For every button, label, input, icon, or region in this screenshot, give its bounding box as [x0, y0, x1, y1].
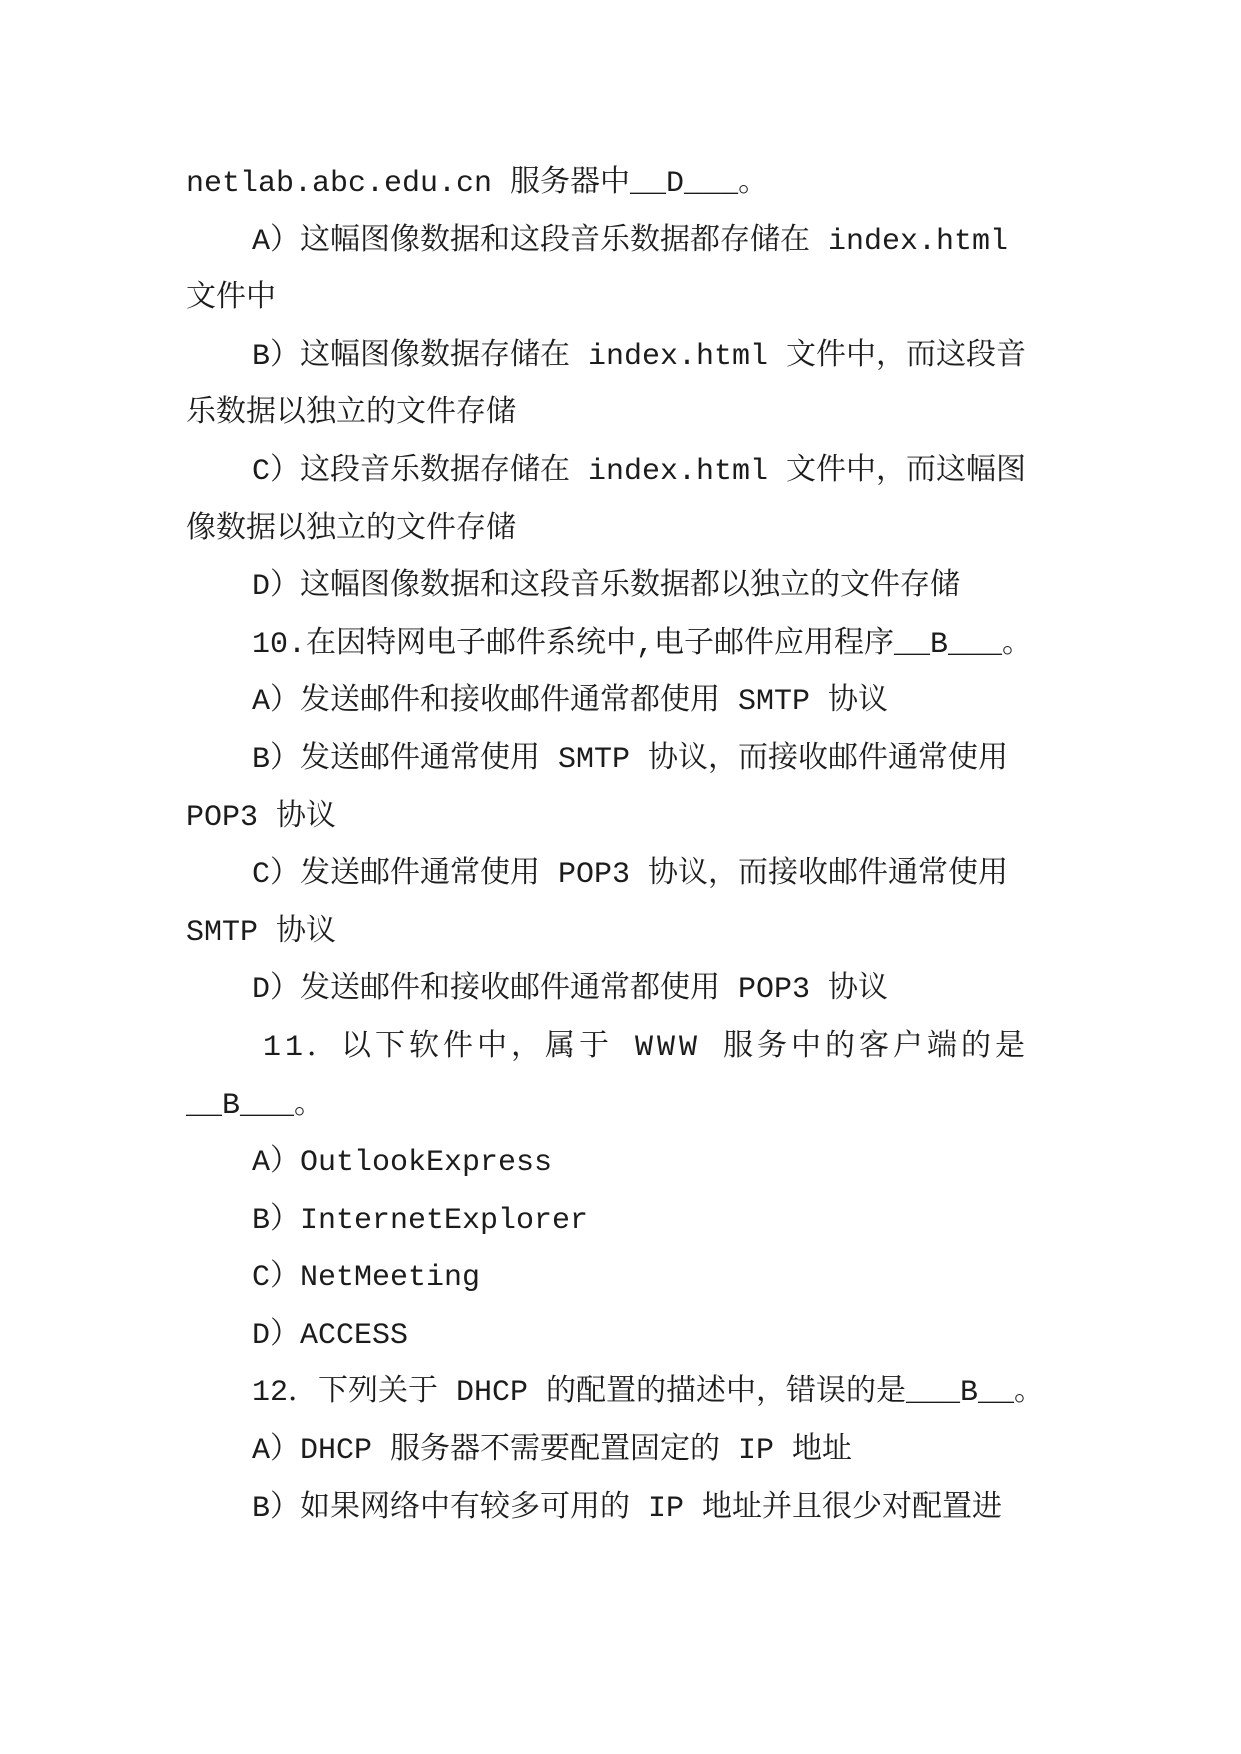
q12-stem: 12．下列关于 DHCP 的配置的描述中，错误的是___B__。 — [252, 1376, 1045, 1411]
q10-option-c-line-1: C）发送邮件通常使用 POP3 协议，而接收邮件通常使用 — [252, 858, 1009, 893]
q9-stem-continuation: netlab.abc.edu.cn 服务器中__D___。 — [186, 167, 769, 201]
q11-stem-line-1: 11．以下软件中，属于 WWW 服务中的客户端的是 — [263, 1030, 1030, 1065]
q9-option-d: D）这幅图像数据和这段音乐数据都以独立的文件存储 — [252, 570, 961, 605]
q10-option-b-line-2: POP3 协议 — [186, 800, 337, 835]
q10-option-b-line-1: B）发送邮件通常使用 SMTP 协议，而接收邮件通常使用 — [252, 742, 1009, 777]
q11-option-b: B）InternetExplorer — [252, 1203, 589, 1238]
q11-option-d: D）ACCESS — [252, 1318, 409, 1353]
q9-option-b-line-1: B）这幅图像数据存储在 index.html 文件中，而这段音 — [252, 339, 1027, 374]
q9-option-a-line-2: 文件中 — [186, 282, 276, 317]
q12-option-b-line-1: B）如果网络中有较多可用的 IP 地址并且很少对配置进 — [252, 1491, 1003, 1526]
q10-option-d: D）发送邮件和接收邮件通常都使用 POP3 协议 — [252, 973, 889, 1008]
q11-option-a: A）OutlookExpress — [252, 1146, 553, 1181]
q10-option-c-line-2: SMTP 协议 — [186, 915, 337, 950]
q11-option-c: C）NetMeeting — [252, 1261, 481, 1296]
q10-stem: 10.在因特网电子邮件系统中,电子邮件应用程序__B___。 — [252, 627, 1033, 662]
q9-option-c-line-2: 像数据以独立的文件存储 — [186, 512, 516, 547]
document-page — [186, 156, 1046, 1538]
q9-option-b-line-2: 乐数据以独立的文件存储 — [186, 397, 516, 432]
q12-option-a: A）DHCP 服务器不需要配置固定的 IP 地址 — [252, 1434, 853, 1469]
q9-option-c-line-1: C）这段音乐数据存储在 index.html 文件中，而这幅图 — [252, 454, 1027, 489]
q9-option-a-line-1: A）这幅图像数据和这段音乐数据都存储在 index.html — [252, 224, 1009, 259]
q11-stem-line-2: __B___。 — [186, 1088, 325, 1123]
q10-option-a: A）发送邮件和接收邮件通常都使用 SMTP 协议 — [252, 685, 889, 720]
